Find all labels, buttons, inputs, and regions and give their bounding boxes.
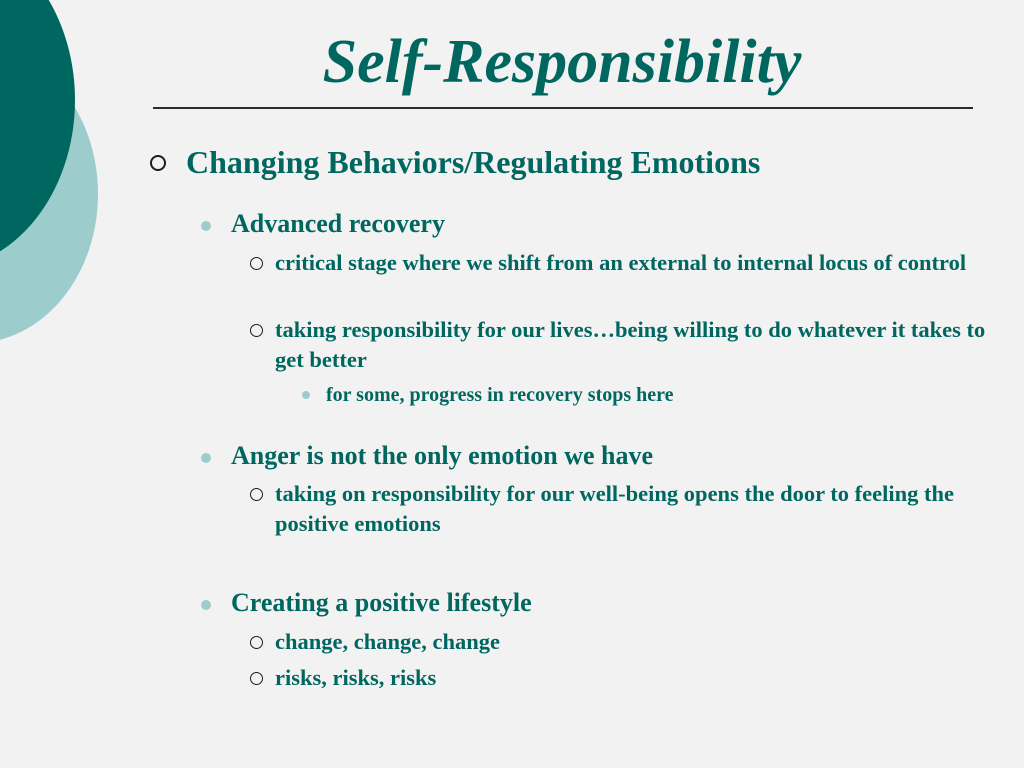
dot-bullet-icon: [201, 453, 211, 463]
dot-bullet-icon: [201, 221, 211, 231]
hollow-circle-bullet-icon: [250, 257, 263, 270]
topic-label: Advanced recovery: [231, 209, 445, 238]
hollow-circle-bullet-icon: [250, 672, 263, 685]
topic-point: taking on responsibility for our well-being opens the door to feeling the positive emotions: [275, 481, 955, 536]
dot-bullet-icon: [201, 600, 211, 610]
outline-heading: Changing Behaviors/Regulating Emotions: [186, 144, 761, 180]
dot-bullet-icon: [302, 391, 310, 399]
hollow-circle-bullet-icon: [250, 636, 263, 649]
topic-point: critical stage where we shift from an external to internal locus of control: [275, 250, 967, 275]
topic-label: Creating a positive lifestyle: [231, 588, 532, 617]
hollow-circle-bullet-icon: [250, 324, 263, 337]
topic-label: Anger is not the only emotion we have: [231, 441, 654, 470]
topic-point: risks, risks, risks: [275, 665, 437, 690]
topic-subpoint: for some, progress in recovery stops here: [326, 384, 674, 406]
hollow-circle-bullet-icon: [250, 488, 263, 501]
topic-point: taking responsibility for our lives…being willing to do whatever it takes to get better: [275, 317, 986, 372]
hollow-circle-bullet-icon: [150, 155, 166, 171]
topic-point: change, change, change: [275, 629, 500, 654]
slide-title: Self-Responsibility: [322, 28, 802, 96]
